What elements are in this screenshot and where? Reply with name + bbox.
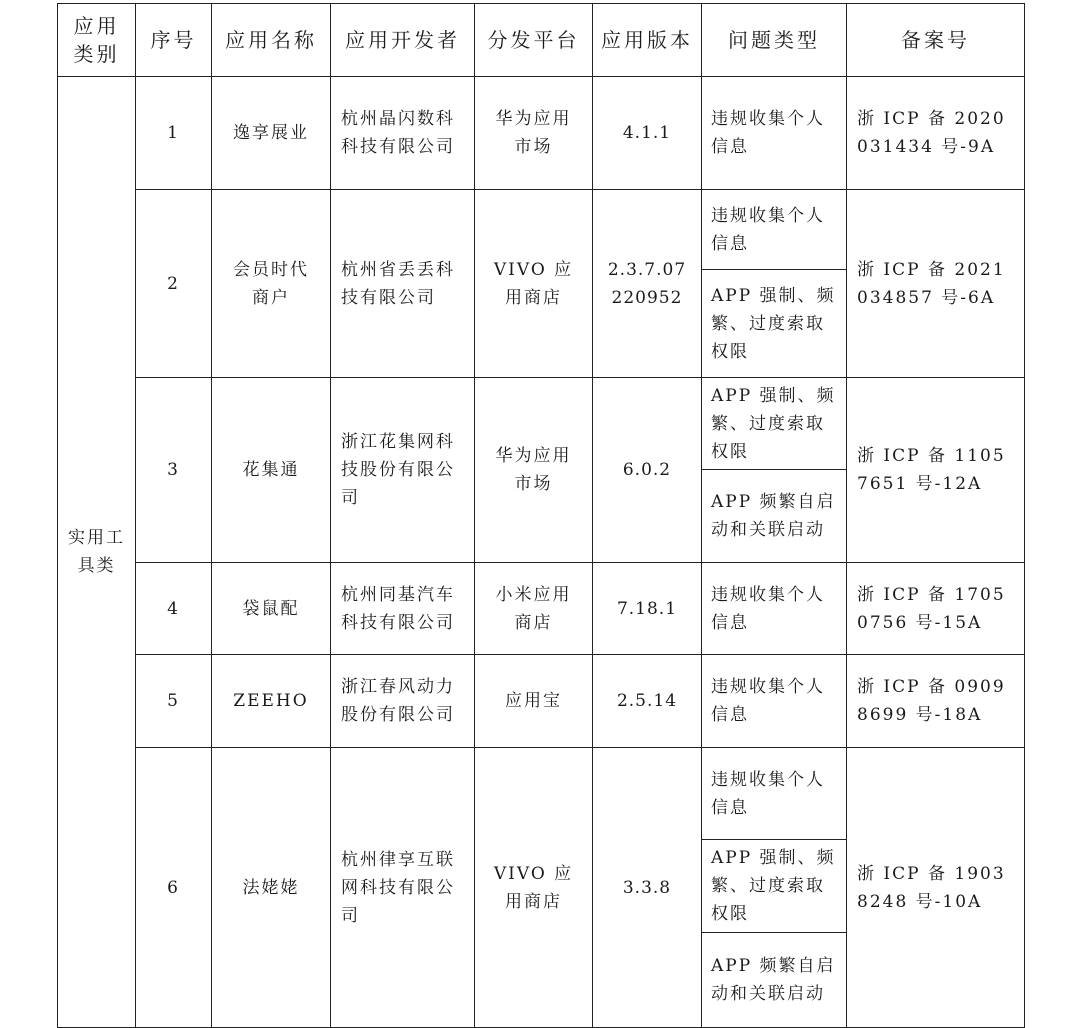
issue-cell: 违规收集个人信息	[702, 748, 847, 840]
developer-cell: 浙江春风动力股份有限公司	[331, 655, 475, 748]
app-violation-table-container	[57, 3, 1024, 1028]
version-cell: 6.0.2	[593, 378, 702, 563]
platform-cell: 华为应用市场	[475, 77, 593, 190]
app-name-cell: 法姥姥	[212, 748, 331, 1028]
version-cell: 2.3.7.07220952	[593, 190, 702, 378]
developer-cell: 浙江花集网科技股份有限公司	[331, 378, 475, 563]
platform-cell: 小米应用商店	[475, 563, 593, 655]
header-record-number: 备案号	[847, 4, 1025, 77]
app-name-cell: 袋鼠配	[212, 563, 331, 655]
header-category: 应用类别	[58, 4, 136, 77]
app-name-cell: 花集通	[212, 378, 331, 563]
header-row	[58, 4, 1025, 77]
platform-cell: 应用宝	[475, 655, 593, 748]
issue-cell: 违规收集个人信息	[702, 77, 847, 190]
header-platform: 分发平台	[475, 4, 593, 77]
version-cell: 4.1.1	[593, 77, 702, 190]
issue-cell: 违规收集个人信息	[702, 655, 847, 748]
issue-cell: 违规收集个人信息	[702, 190, 847, 270]
table-row	[58, 77, 1025, 190]
platform-cell: VIVO 应用商店	[475, 190, 593, 378]
table-row	[58, 563, 1025, 655]
issue-cell: APP 强制、频繁、过度索取权限	[702, 840, 847, 933]
version-cell: 2.5.14	[593, 655, 702, 748]
category-cell: 实用工具类	[58, 77, 136, 1028]
version-cell: 3.3.8	[593, 748, 702, 1028]
issue-cell: APP 强制、频繁、过度索取权限	[702, 378, 847, 470]
header-developer: 应用开发者	[331, 4, 475, 77]
record-number-cell: 浙 ICP 备 2020031434 号-9A	[847, 77, 1025, 190]
table-row	[58, 190, 1025, 270]
record-number-cell: 浙 ICP 备 19038248 号-10A	[847, 748, 1025, 1028]
header-version: 应用版本	[593, 4, 702, 77]
record-number-cell: 浙 ICP 备 11057651 号-12A	[847, 378, 1025, 563]
developer-cell: 杭州律享互联网科技有限公司	[331, 748, 475, 1028]
serial-cell: 6	[136, 748, 212, 1028]
record-number-cell: 浙 ICP 备 2021034857 号-6A	[847, 190, 1025, 378]
header-app-name: 应用名称	[212, 4, 331, 77]
app-name-cell: ZEEHO	[212, 655, 331, 748]
issue-cell: 违规收集个人信息	[702, 563, 847, 655]
issue-cell: APP 频繁自启动和关联启动	[702, 470, 847, 563]
serial-cell: 5	[136, 655, 212, 748]
app-name-cell: 会员时代商户	[212, 190, 331, 378]
table-row	[58, 378, 1025, 470]
app-name-cell: 逸享展业	[212, 77, 331, 190]
developer-cell: 杭州同基汽车科技有限公司	[331, 563, 475, 655]
platform-cell: VIVO 应用商店	[475, 748, 593, 1028]
developer-cell: 杭州省丢丢科技有限公司	[331, 190, 475, 378]
serial-cell: 3	[136, 378, 212, 563]
serial-cell: 4	[136, 563, 212, 655]
issue-cell: APP 强制、频繁、过度索取权限	[702, 270, 847, 378]
issue-cell: APP 频繁自启动和关联启动	[702, 933, 847, 1028]
table-row	[58, 748, 1025, 840]
table-row	[58, 655, 1025, 748]
record-number-cell: 浙 ICP 备 09098699 号-18A	[847, 655, 1025, 748]
header-issue-type: 问题类型	[702, 4, 847, 77]
app-violation-table	[57, 3, 1025, 1028]
header-serial: 序号	[136, 4, 212, 77]
developer-cell: 杭州晶闪数科科技有限公司	[331, 77, 475, 190]
serial-cell: 1	[136, 77, 212, 190]
record-number-cell: 浙 ICP 备 17050756 号-15A	[847, 563, 1025, 655]
version-cell: 7.18.1	[593, 563, 702, 655]
serial-cell: 2	[136, 190, 212, 378]
platform-cell: 华为应用市场	[475, 378, 593, 563]
